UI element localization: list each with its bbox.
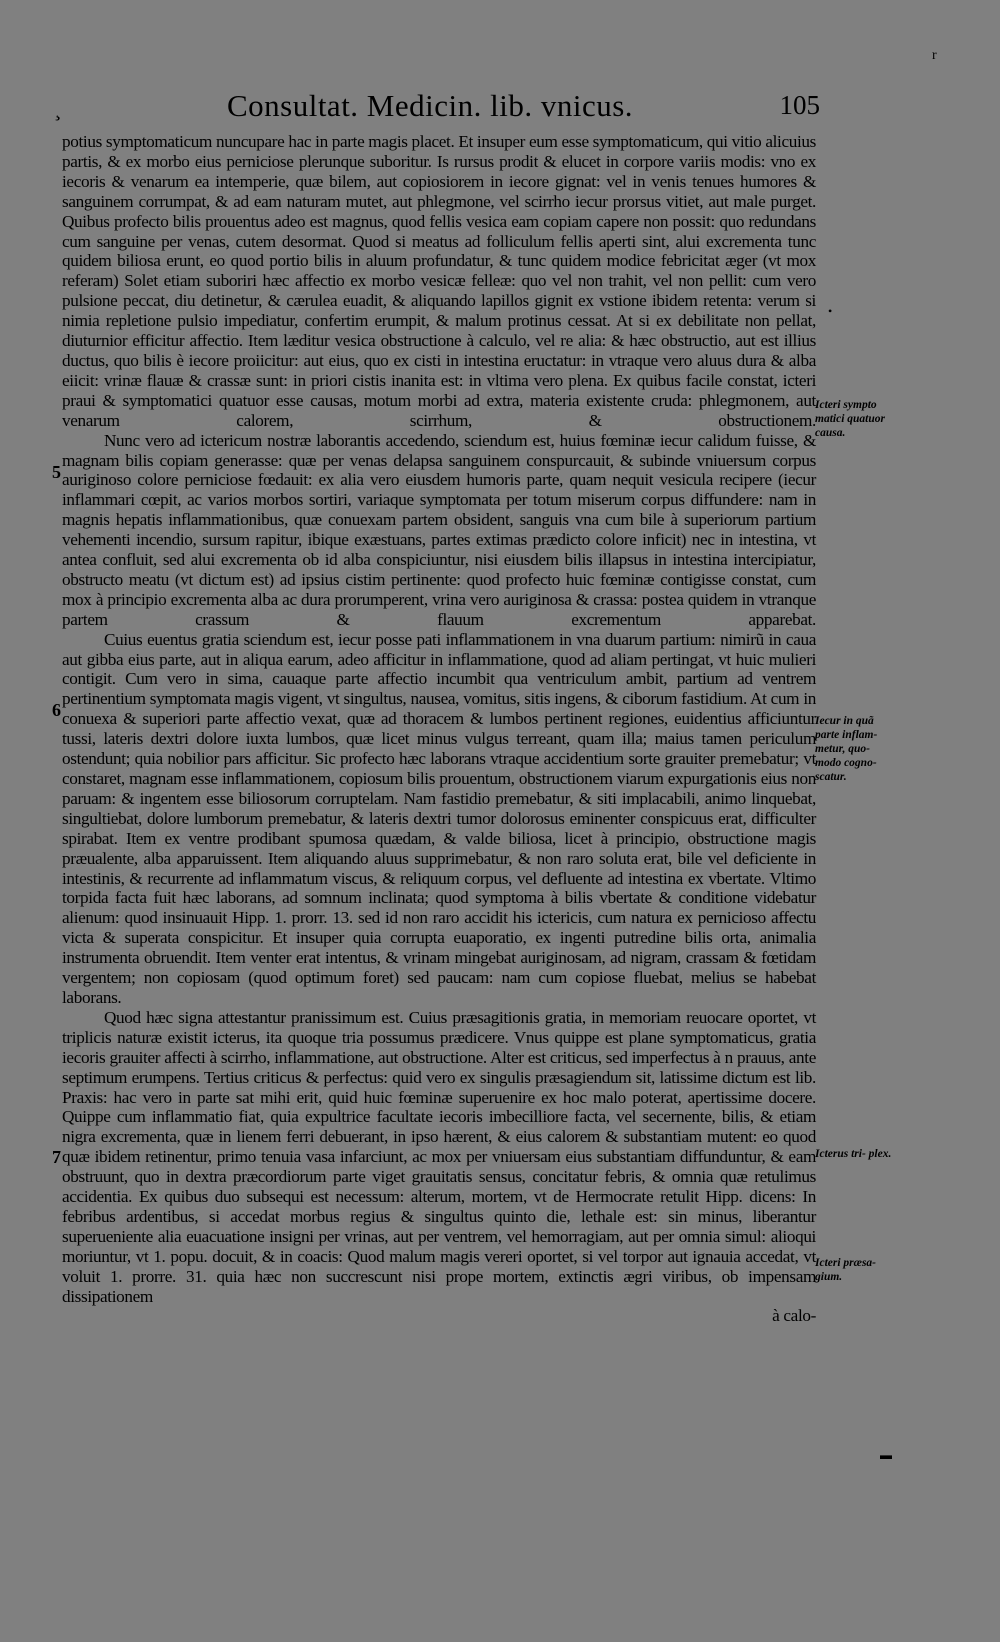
paragraph-1: potius symptomaticum nuncupare hac in parte magis placet. Et insuper eum esse symptomaticum, qui vitio alicuius partis, & ex morbo eius perniciose plerunque suboritur. Is rursus prodit & elucet in corpore variis modis: vno ex iecoris & venarum ea intemperie, quæ bilem, aut copiosiorem in iecore gignat: vel in venis tenues humores & sanguinem corrumpat, & ad eam naturam mutet, aut phlegmone, vel scirrho iecur prorsus vitiet, aut male purget. Quibus profecto bilis prouentus adeo est magnus, quod fellis vesica eam copiam capere non possit: quo redundans cum sanguine per venas, cutem desormat. Quod si meatus ad folliculum fellis aperti sint, alui excrementa tunc quidem biliosa erunt, eo quod portio bilis in aluum profundatur, & tunc quidem modice febricitat æger (vt mox referam) Solet etiam suboriri hæc affectio ex morbo vesicæ felleæ: quo vel non trahit, vel non pellit: cum vero pulsione peccat, diu detinetur, & cærulea euadit, & aliquando lapillos gignit ex vstione ibidem retenta: verum si nimia repletione pulsio impediatur, confertim erumpit, & malum protinus cessat. At si ex debilitate non pellat, diuturnior efficitur affectio. Item læditur vesica obstructione à calculo, vel re alia: & hæc obstructio, aut est illius ductus, quo bilis è iecore proiicitur: aut eius, quo ex cisti in intestina eructatur: in vtraque vero aluus dura & alba eiicit: vrinæ flauæ & crassæ sunt: in priori cistis inanita est: in vltima vero plena. Ex quibus facile constat, icteri praui & symptomatici quatuor esse causas, motum morbi ad extra, materia existente cruda: phlegmonem, aut venarum calorem, scirrhum, & obstructionem. [62,132,816,430]
paragraph-number-7: 7 [52,1147,61,1167]
paragraph-4: Quod hæc signa attestantur pranissimum est. Cuius præsagitionis gratia, in memoriam reuocare oportet, vt triplicis naturæ existit icterus, ita quoque tria possumus prædicere. Vnus quippe est plane symptomaticus, gratia iecoris grauiter affecti à scirrho, inflammatione, aut obstructione. Alter est criticus, sed imperfectus à n prauus, ante septimum erumpens. Tertius criticus & perfectus: quid vero ex singulis præsagiendum sit, latissime dictum est lib. Praxis: hac vero in parte sat mihi erit, quid huic fœminæ superuenire ex hoc malo poterat, apertissime docere. Quippe cum inflammatio fiat, quia expultrice facultate iecoris imbecilliore facta, vel secernente, bilis, & etiam nigra excrementa, quæ in lienem ferri debuerant, in ipso hærent, & eius calorem & substantiam mutent: eo quod quæ ibidem retinentur, primo tenuia vasa infarciunt, ac mox per vniuersam eius substantiam diffunduntur, & eam obstruunt, quo in dextra præcordiorum parte viget grauitatis sensus, concitatur febris, & omnia quæ retulimus accidentia. Ex quibus duo subsequi est necessum: alterum, mortem, vt de Hermocrate retulit Hipp. dicens: In febribus ardentibus, si accedat morbus regius & singultus quinto die, lethale est: sin minus, liberantur superueniente alia euacuatione insigni per vrinas, aut per ventrem, vel hemorragiam, aut per omnia simul: alioqui moriuntur, vt 1. popu. docuit, & in coacis: Quod malum magis vereri oportet, si vel torpor aut ignauia accedat, vt voluit 1. prorre. 31. quia hæc non succrescunt nisi prope mortem, extinctis ægri viribus, ob impensam dissipationem [62,1007,816,1306]
body-text [62,132,816,1326]
margin-note-iecur-inflammatio: Iecur in quã parte inflam- metur, quo- modo cogno- scatur. [815,715,878,783]
paragraph-number-5: 5 [52,462,61,482]
paragraph-number-6: 6 [52,700,61,720]
page-number: 105 [779,90,820,120]
paragraph-3: Cuius euentus gratia sciendum est, iecur posse pati inflammationem in vna duarum partium: nimirũ in caua aut gibba eius parte, aut in aliqua earum, adeo afficitur in inflammatione, quod ad aliam pertingat, vt huic mulieri contigit. Cum vero in sima, cauaque parte affectio incumbit qua ventriculum ambit, partium ad ventrem pertinentium symptomata magis vigent, vt singultus, nausea, vomitus, sitis ingens, & ciborum fastidium. At cum in conuexa & superiori parte affectio vexat, quæ ad thoracem & lumbos pertinent regiones, euidentius afficiuntur tussi, lateris dextri dolore iuxta lumbos, quæ licet minus vulgus terreant, quam illa; maius tamen periculum ostendunt; quia nobilior pars afficitur. Sic profecto hæc laborans vtraque accidentium sorte grauiter premebatur; vt constaret, magnam esse inflammationem, copiosum bilis prouentum, obstructionem viarum expurgationis eius non paruam: & ingentem esse biliosorum corruptelam. Nam fastidio premebatur, & siti implacabili, animo linquebat, singultiebat, dolore lumborum premebatur, & lateris dextri tumor dolorosus eminenter conspicuus erat, difficulter spirabat. Item ex ventre prodibant spumosa quædam, & valde biliosa, licet à principio, obstructione magis præualente, alba apparuissent. Item aliquando aluus supprimebatur, & non raro soluta erat, bile vel deficiente in intestinis, & recurrente ad inflammatum viscus, & reliquum corpus, vel defluente ad intestina ex vbertate. Vltimo torpida facta fuit hæc laborans, ad somnum inclinata; quod symptoma à bilis vbertate & conditione videbatur alienum: quod insinuauit Hipp. 1. prorr. 13. sed id non raro accidit his ictericis, cum natura ex pernicioso affectu victa & superata conspicitur. Et insuper quia corrupta euaporatio, ex ingenti putredine bilis orta, animalia instrumenta obruendit. Item venter erat intentus, & vrinam mingebat auriginosam, ad nigram, crassam & fœtidam vergentem; non copiosam (quod optimum foret) sed paucam: nam cum copiose fluebat, melius se habebat laborans. [62,629,816,1007]
margin-note-icterus-triplex: Icterus tri- plex. [815,1148,892,1160]
paragraph-2: Nunc vero ad ictericum nostræ laborantis accedendo, sciendum est, huius fœminæ iecur calidum fuisse, & magnam bilis copiam generasse: quæ per venas delapsa sanguinem conspurcauit, & subinde vniuersum corpus auriginoso colore perniciose fœdauit: ex alia vero eiusdem humoris parte, quam nequit vesicula recipere (iecur inflammari cœpit, ac varios morbos sortiri, variaque symptomata per totum miserum corpus diffundere: nam in magnis hepatis inflammationibus, quæ conuexam partem obsident, sanguis vna cum bile à superiorum partium vehementi incendio, sursum rapitur, ibique exæstuans, partes extimas prædicto colore inficit) nec in intestina, vt antea confluit, sed alui excrementa ob id alba conspiciuntur, nisi eiusdem bilis illapsus in intestina intercipiatur, obstructo meatu (vt dictum est) ad ipsius cistim pertinente: quod profecto huic fœminæ contigisse constat, cum mox à principio excrementa alba ac dura prorumperent, vrina vero auriginosa & crassa: postea quidem in vtranque partem crassum & flauum excrementum apparebat. [62,430,816,629]
ink-speck: ▬ [880,1448,892,1462]
running-header [40,88,820,130]
running-title: Consultat. Medicin. lib. vnicus. [226,88,634,123]
catchword: à calo- [772,1306,816,1326]
corner-mark: r [932,48,937,63]
margin-note-icteri-causae: Icteri sympto matici quatuor causa. [815,399,885,439]
header-mark: ¸ [54,96,62,121]
ink-speck: • [828,304,833,318]
margin-note-icteri-praesagium: Icteri præsa- gium. [815,1257,877,1283]
